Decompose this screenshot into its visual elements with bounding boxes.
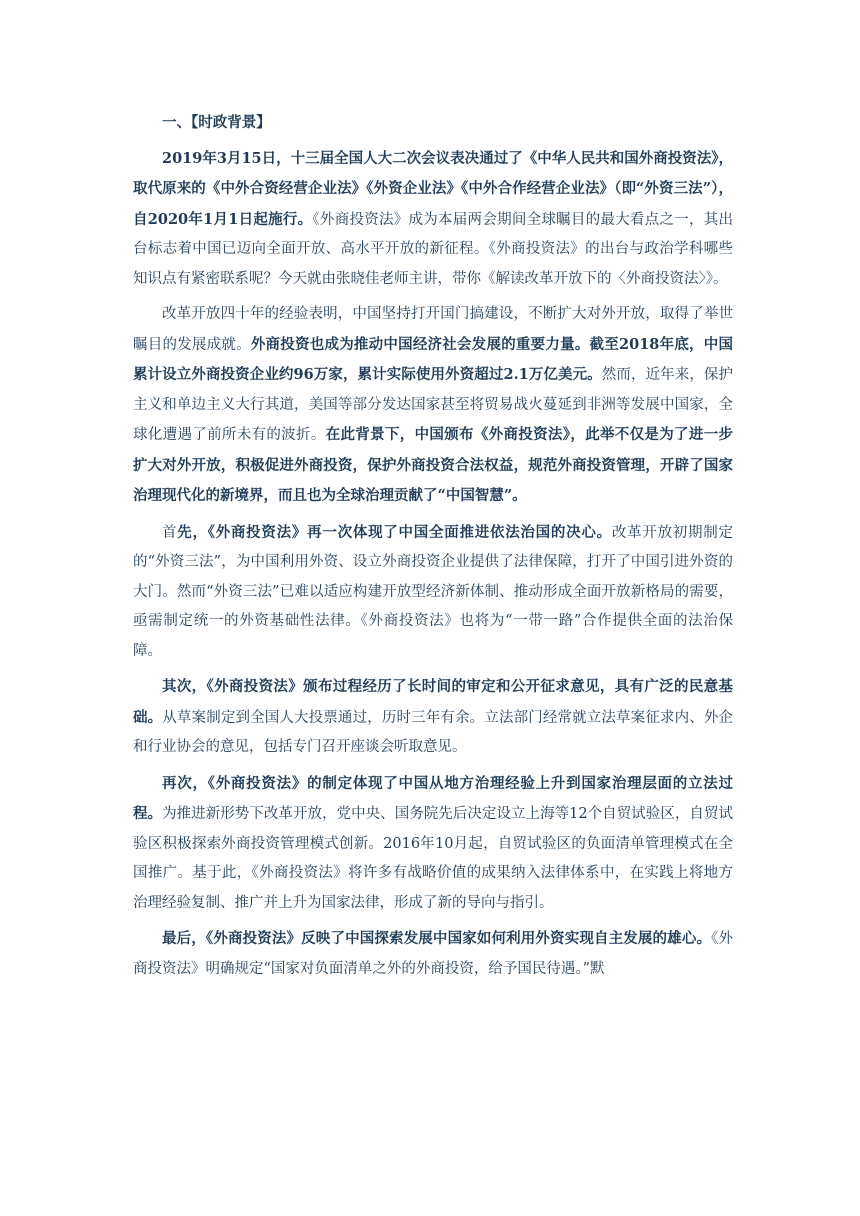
section-heading: 一、【时政背景】 [162,114,271,131]
document-body [133,108,733,990]
bold-text-run: 外商投资也成为推动中国经济社会发展的重要力量。截至2018年底，中国累计设立外商投资企业约96万家，累计实际使用外资超过2.1万亿美元。 [133,335,734,383]
bold-text-run: 在此背景下，中国颁布《外商投资法》，此举不仅是为了进一步扩大对外开放，积极促进外商投资，保护外商投资合法权益，规范外商投资管理，开辟了国家治理现代化的新境界，而且也为全球治理贡献了“中国智慧”。 [133,426,734,504]
bold-text-run: 最后，《外商投资法》反映了中国探索发展中国家如何利用外资实现自主发展的雄心。 [162,930,712,947]
text-run: 《外商投资法》成为本届两会期间全球瞩目的最大看点之一，其出台标志着中国已迈向全面开放、高水平开放的新征程。《外商投资法》的出台与政治学科哪些知识点有紧密联系呢？今天就由张晓佳老师主讲，带你《解读改革开放下的〈外商投资法〉》。 [133,211,733,287]
paragraph [133,924,733,984]
text-run: 《外商投资法》明确规定“国家对负面清单之外的外商投资，给予国民待遇。”默 [133,931,734,977]
text-run: 改革开放初期制定的“外资三法”，为中国利用外资、设立外商投资企业提供了法律保障，打开了中国引进外资的大门。然而“外资三法”已难以适应构建开放型经济新体制、推动形成全面开放新格局的需要，亟需制定统一的外资基础性法律。《外商投资法》也将为“一带一路”合作提供全面的法治保障。 [133,524,734,659]
bold-text-run: 先，《外商投资法》再一次体现了中国全面推进依法治国的决心。 [177,523,612,541]
paragraph [133,518,733,667]
bold-text-run: 2019年3月15日，十三届全国人大二次会议表决通过了《中华人民共和国外商投资法》，取代原来的《中外合资经营企业法》《外资企业法》《中外合作经营企业法》（即“外资三法”），自2020年1月1日起施行。 [133,149,733,228]
paragraph [133,300,733,512]
text-run: 然而，近年来，保护主义和单边主义大行其道，美国等部分发达国家甚至将贸易战火蔓延到非洲等发展中国家，全球化遭遇了前所未有的波折。 [133,367,734,443]
bold-text-run: 再次，《外商投资法》的制定体现了中国从地方治理经验上升到国家治理层面的立法过程。 [133,774,733,822]
paragraph [133,672,733,763]
paragraph-list [133,144,733,985]
paragraph [133,769,733,919]
text-run: 从草案制定到全国人大投票通过，历时三年有余。立法部门经常就立法草案征求内、外企和行业协会的意见，包括专门召开座谈会听取意见。 [133,709,734,755]
text-run: 首 [162,524,178,541]
bold-text-run: 其次，《外商投资法》颁布过程经历了长时间的审定和公开征求意见，具有广泛的民意基础。 [133,678,733,726]
paragraph [133,144,733,295]
text-run: 为推进新形势下改革开放，党中央、国务院先后决定设立上海等12个自贸试验区，自贸试验区积极探索外商投资管理模式创新。2016年10月起，自贸试验区的负面清单管理模式在全国推广。基于此，《外商投资法》将许多有战略价值的成果纳入法律体系中，在实践上将地方治理经验复制、推广并上升为国家法律，形成了新的导向与指引。 [133,806,733,911]
text-run: 改革开放四十年的经验表明，中国坚持打开国门搞建设，不断扩大对外开放，取得了举世瞩目的发展成就。 [133,306,733,353]
